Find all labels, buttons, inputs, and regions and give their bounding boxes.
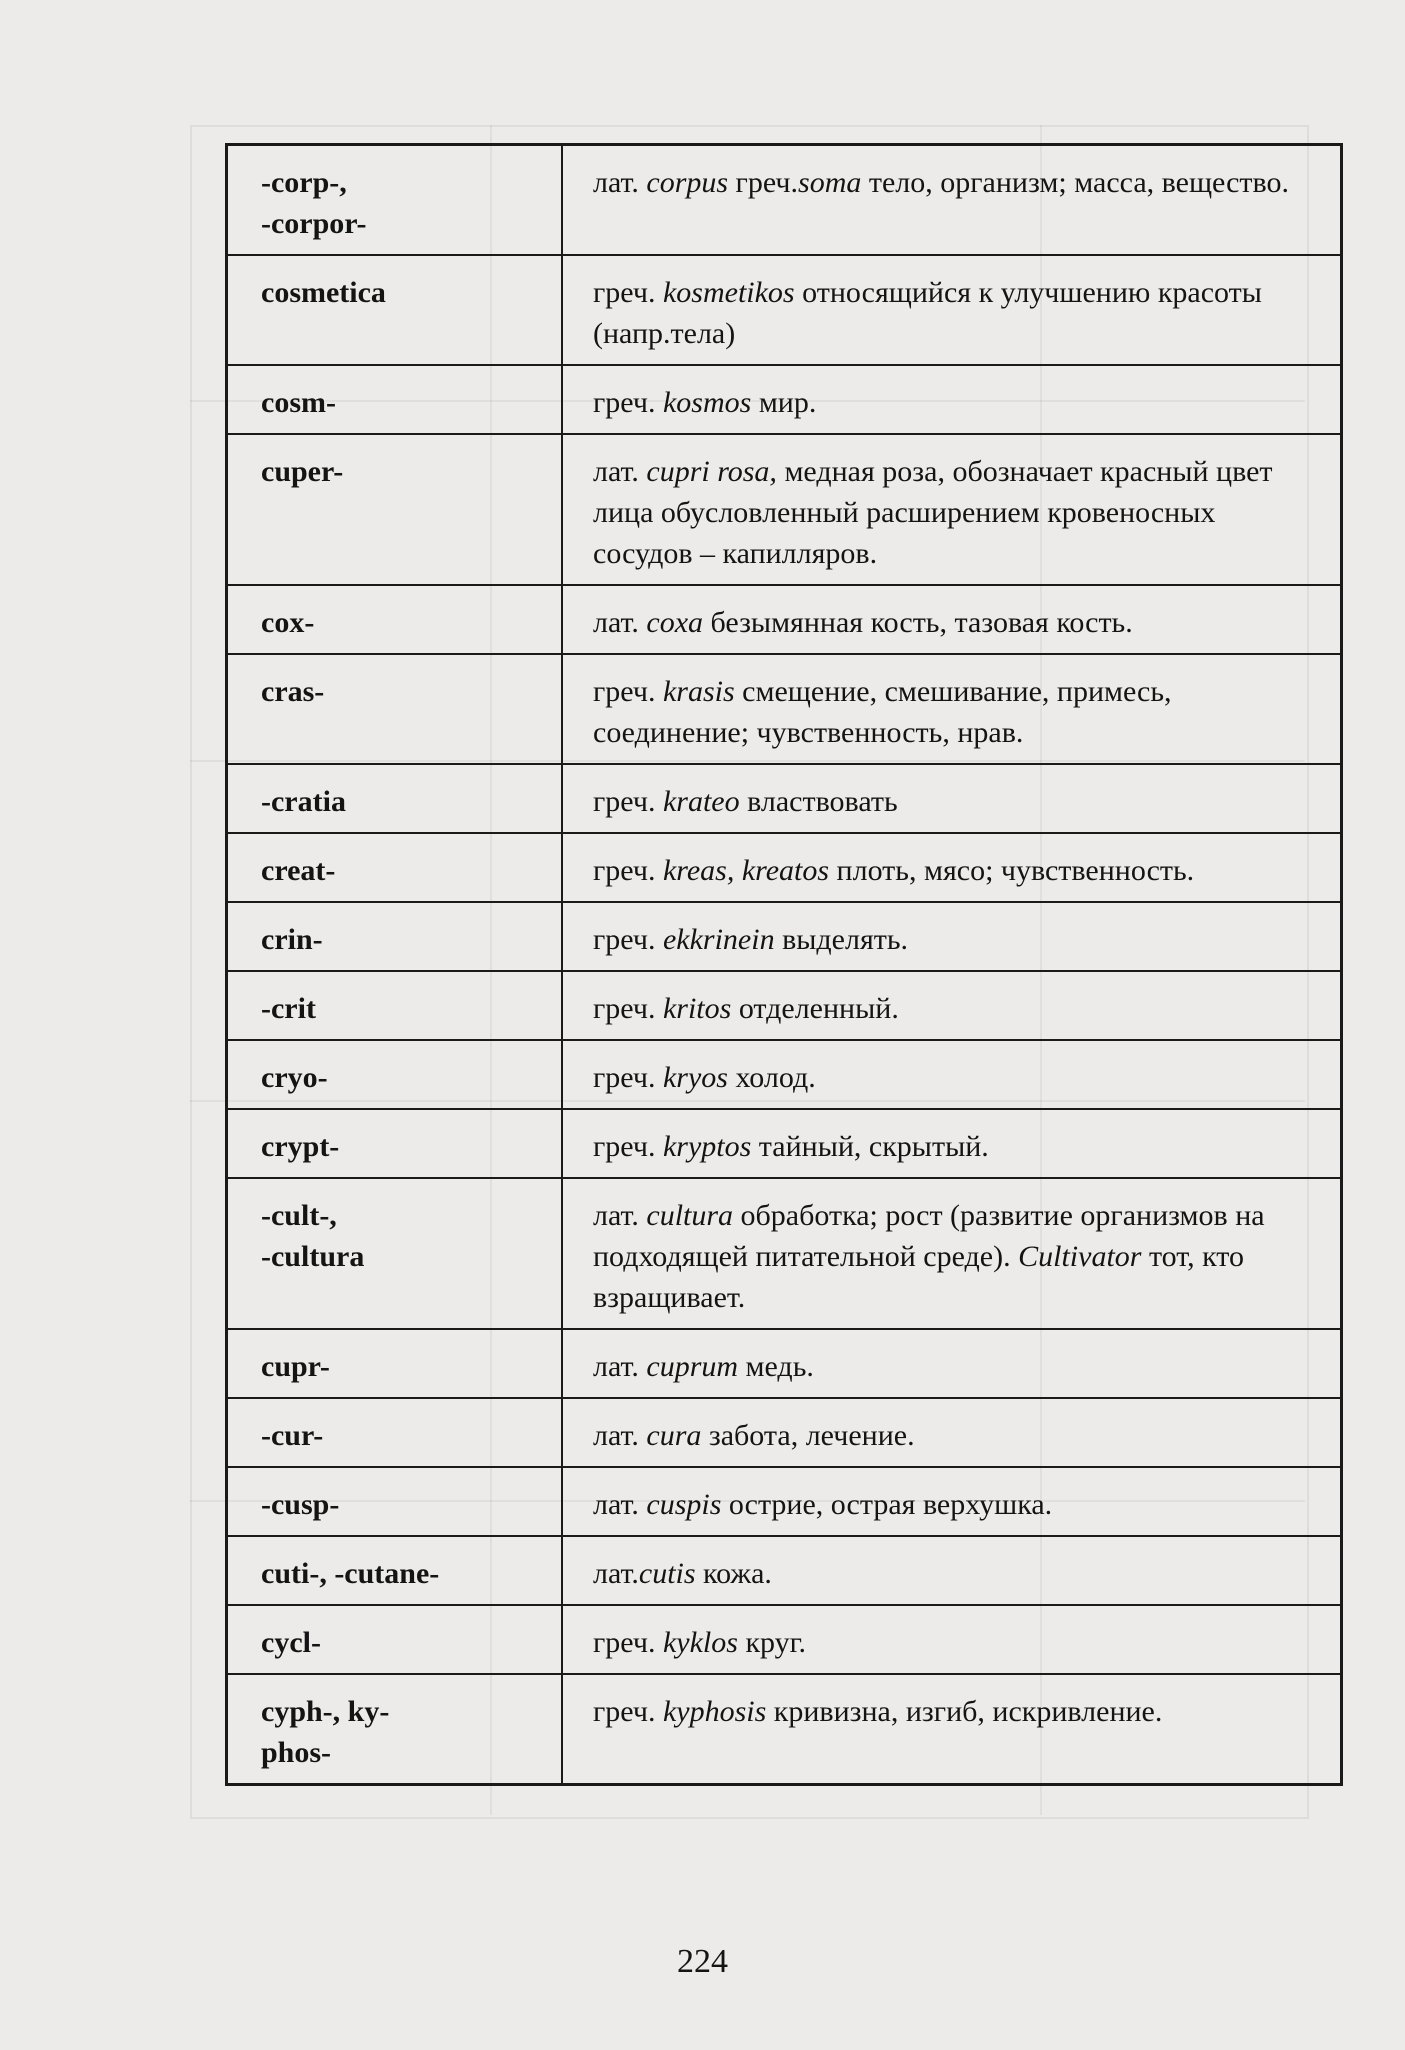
entry-term: -cusp- xyxy=(227,1467,563,1536)
entry-term: cryo- xyxy=(227,1040,563,1109)
definition-text: обработка; рост (развитие организмов на подходящей питательной среде). xyxy=(593,1199,1265,1273)
table-row xyxy=(227,145,1342,256)
definition-text: острие, острая верхушка. xyxy=(721,1488,1053,1521)
definition-italic-word: corpus xyxy=(646,166,729,199)
definition-italic-word: kosmos xyxy=(662,386,752,419)
table-row xyxy=(227,764,1342,833)
definition-text: смещение, смешивание, примесь, соединение; чувственность, нрав. xyxy=(593,675,1172,749)
table-row xyxy=(227,1398,1342,1467)
definition-text: греч. xyxy=(593,1130,663,1163)
definition-text: лат. xyxy=(593,1419,647,1452)
definition-text: греч. xyxy=(593,1061,663,1094)
definition-text: медная роза, обозначает красный цвет лица обусловленный расширением кровеносных сосудов – капилляров. xyxy=(593,455,1273,570)
table-row xyxy=(227,654,1342,764)
entry-term: -cratia xyxy=(227,764,563,833)
definition-text: медь. xyxy=(738,1350,814,1383)
table-row xyxy=(227,833,1342,902)
definition-text: греч. xyxy=(593,923,663,956)
entry-term: -crit xyxy=(227,971,563,1040)
definition-italic-word: krateo xyxy=(662,785,740,818)
definition-italic-word: coxa xyxy=(646,606,704,639)
entry-term: cosm- xyxy=(227,365,563,434)
definition-italic-word: krasis xyxy=(662,675,735,708)
entry-term: cuper- xyxy=(227,434,563,585)
entry-term: creat- xyxy=(227,833,563,902)
definition-text: греч. xyxy=(593,854,663,887)
definition-text: лат. xyxy=(593,1488,647,1521)
entry-definition xyxy=(562,971,1342,1040)
definition-text: лат. xyxy=(593,1350,647,1383)
entry-definition xyxy=(562,654,1342,764)
entry-definition xyxy=(562,1329,1342,1398)
table-row xyxy=(227,902,1342,971)
definition-text: тайный, скрытый. xyxy=(751,1130,989,1163)
table-row xyxy=(227,971,1342,1040)
definition-italic-word: kryos xyxy=(662,1061,728,1094)
definition-text: греч. xyxy=(593,675,663,708)
entry-term: cuti-, -cutane- xyxy=(227,1536,563,1605)
definition-text: греч. xyxy=(593,1695,663,1728)
entry-term: cycl- xyxy=(227,1605,563,1674)
definition-text: греч. xyxy=(728,166,799,199)
definition-italic-word: kryptos xyxy=(662,1130,752,1163)
entry-definition xyxy=(562,1398,1342,1467)
definition-italic-word: Cultivator xyxy=(1018,1240,1142,1273)
definition-text: мир. xyxy=(751,386,817,419)
table-row xyxy=(227,1467,1342,1536)
entry-definition xyxy=(562,145,1342,256)
page-number: 224 xyxy=(677,1943,728,1980)
definition-text: кожа. xyxy=(695,1557,772,1590)
definition-text: относящийся к улучшению красоты (напр.тела) xyxy=(593,276,1262,350)
entry-term: -corp-, -corpor- xyxy=(227,145,563,256)
definition-text: греч. xyxy=(593,386,663,419)
entry-term: cupr- xyxy=(227,1329,563,1398)
entry-definition xyxy=(562,255,1342,365)
entry-term: -cult-, -cultura xyxy=(227,1178,563,1329)
definition-text: выделять. xyxy=(774,923,909,956)
entry-term: cosmetica xyxy=(227,255,563,365)
entry-definition xyxy=(562,1109,1342,1178)
entry-definition xyxy=(562,1178,1342,1329)
table-row xyxy=(227,1536,1342,1605)
definition-text: тот, кто взращивает. xyxy=(593,1240,1245,1314)
definition-text: греч. xyxy=(593,1626,663,1659)
table-row xyxy=(227,434,1342,585)
entry-term: cras- xyxy=(227,654,563,764)
entry-definition xyxy=(562,1536,1342,1605)
entry-definition xyxy=(562,833,1342,902)
definition-italic-word: cupri rosa, xyxy=(646,455,777,488)
definition-italic-word: cura xyxy=(646,1419,702,1452)
definition-text: безымянная кость, тазовая кость. xyxy=(703,606,1133,639)
table-row xyxy=(227,1674,1342,1785)
definition-text: лат. xyxy=(593,1199,647,1232)
definition-text: кривизна, изгиб, искривление. xyxy=(766,1695,1163,1728)
definition-text: греч. xyxy=(593,276,663,309)
definition-italic-word: cutis xyxy=(638,1557,696,1590)
table-row xyxy=(227,1329,1342,1398)
definition-text: лат. xyxy=(593,166,647,199)
entry-definition xyxy=(562,1467,1342,1536)
definition-italic-word: kyphosis xyxy=(662,1695,767,1728)
definition-text: круг. xyxy=(737,1626,807,1659)
definition-italic-word: cuspis xyxy=(646,1488,722,1521)
entry-definition xyxy=(562,1674,1342,1785)
definition-italic-word: cuprum xyxy=(646,1350,739,1383)
table-row xyxy=(227,1109,1342,1178)
definition-text: холод. xyxy=(727,1061,816,1094)
entry-definition xyxy=(562,434,1342,585)
definition-text: лат. xyxy=(593,606,647,639)
entry-term: -cur- xyxy=(227,1398,563,1467)
entry-definition xyxy=(562,902,1342,971)
table-row xyxy=(227,1605,1342,1674)
entry-definition xyxy=(562,764,1342,833)
entry-term: crypt- xyxy=(227,1109,563,1178)
definition-italic-word: ekkrinein xyxy=(662,923,775,956)
entry-definition xyxy=(562,1605,1342,1674)
table-row xyxy=(227,1040,1342,1109)
definition-italic-word: kreas, kreatos xyxy=(662,854,830,887)
definition-text: властвовать xyxy=(739,785,898,818)
definition-text: лат. xyxy=(593,1557,639,1590)
table-row xyxy=(227,255,1342,365)
entry-definition xyxy=(562,1040,1342,1109)
definition-italic-word: cultura xyxy=(646,1199,734,1232)
entry-definition xyxy=(562,365,1342,434)
definition-italic-word: soma xyxy=(798,166,862,199)
definition-text: отделенный. xyxy=(731,992,899,1025)
definition-text: греч. xyxy=(593,992,663,1025)
dictionary-body xyxy=(227,145,1342,1785)
table-row xyxy=(227,585,1342,654)
definition-text: тело, организм; масса, вещество. xyxy=(861,166,1289,199)
entry-term: crin- xyxy=(227,902,563,971)
definition-italic-word: kritos xyxy=(662,992,732,1025)
definition-text: забота, лечение. xyxy=(701,1419,915,1452)
entry-term: cyph-, ky- phos- xyxy=(227,1674,563,1785)
dictionary-table xyxy=(225,143,1343,1786)
table-row xyxy=(227,1178,1342,1329)
definition-text: плоть, мясо; чувственность. xyxy=(829,854,1195,887)
definition-italic-word: kyklos xyxy=(662,1626,738,1659)
entry-definition xyxy=(562,585,1342,654)
definition-text: лат. xyxy=(593,455,647,488)
entry-term: cox- xyxy=(227,585,563,654)
table-row xyxy=(227,365,1342,434)
definition-italic-word: kosmetikos xyxy=(662,276,795,309)
definition-text: греч. xyxy=(593,785,663,818)
